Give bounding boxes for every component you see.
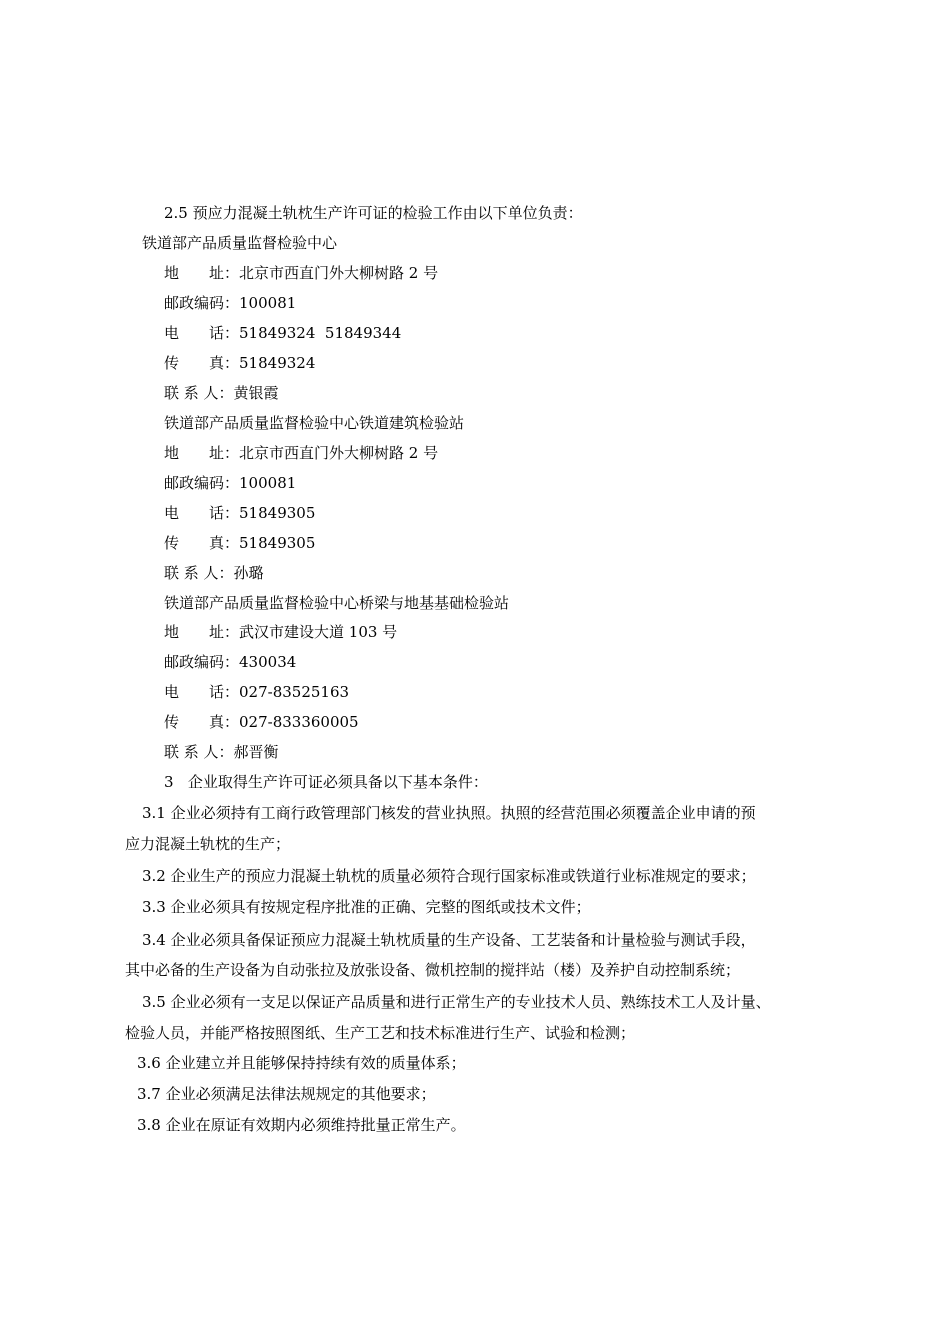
address-label: 地 址： — [164, 444, 240, 462]
org2-contact — [164, 563, 264, 583]
address-value: 北京市西直门外大柳树路 2 号 — [239, 264, 439, 282]
org2-address — [164, 443, 438, 463]
org3-address — [164, 622, 397, 642]
postcode-value: 100081 — [239, 294, 297, 312]
clause-3-4-line1: 3.4 企业必须具备保证预应力混凝土轨枕质量的生产设备、工艺装备和计量检验与测试手段， — [142, 931, 756, 949]
postcode-value: 430034 — [239, 653, 297, 671]
phone-label: 电 话： — [164, 504, 240, 522]
org3-contact — [164, 742, 279, 762]
clause-3-4-line2: 其中必备的生产设备为自动张拉及放张设备、微机控制的搅拌站（楼）及养护自动控制系统； — [125, 961, 741, 979]
address-label: 地 址： — [164, 264, 240, 282]
org3-name: 铁道部产品质量监督检验中心桥梁与地基基础检验站 — [164, 594, 510, 612]
clause-3-5-line1: 3.5 企业必须有一支足以保证产品质量和进行正常生产的专业技术人员、熟练技术工人及计量、 — [142, 993, 771, 1011]
clause-3-7: 3.7 企业必须满足法律法规规定的其他要求； — [137, 1085, 436, 1103]
fax-label: 传 真： — [164, 713, 240, 731]
org1-name: 铁道部产品质量监督检验中心 — [142, 234, 338, 252]
org1-address — [164, 263, 438, 283]
phone-value: 51849324 51849344 — [239, 324, 402, 342]
clause-3-6: 3.6 企业建立并且能够保持持续有效的质量体系； — [137, 1054, 466, 1072]
contact-value: 黄银霞 — [233, 384, 279, 402]
section3-heading: 3 企业取得生产许可证必须具备以下基本条件： — [164, 773, 488, 791]
org3-fax — [164, 712, 359, 732]
org1-postcode — [164, 293, 296, 313]
fax-label: 传 真： — [164, 534, 240, 552]
org3-phone — [164, 682, 349, 702]
clause-3-8: 3.8 企业在原证有效期内必须维持批量正常生产。 — [137, 1116, 466, 1134]
postcode-label: 邮政编码： — [164, 653, 240, 671]
org2-name: 铁道部产品质量监督检验中心铁道建筑检验站 — [164, 414, 465, 432]
postcode-value: 100081 — [239, 474, 297, 492]
org3-postcode — [164, 652, 296, 672]
phone-value: 51849305 — [239, 504, 316, 522]
postcode-label: 邮政编码： — [164, 474, 240, 492]
clause-3-1-line1: 3.1 企业必须持有工商行政管理部门核发的营业执照。执照的经营范围必须覆盖企业申请的预 — [142, 804, 756, 822]
phone-label: 电 话： — [164, 324, 240, 342]
clause-3-2: 3.2 企业生产的预应力混凝土轨枕的质量必须符合现行国家标准或铁道行业标准规定的要求； — [142, 867, 756, 885]
org1-fax — [164, 353, 315, 373]
fax-label: 传 真： — [164, 354, 240, 372]
org2-phone — [164, 503, 315, 523]
fax-value: 027-833360005 — [239, 713, 359, 731]
contact-value: 孙璐 — [233, 564, 264, 582]
clause-3-5-line2: 检验人员，并能严格按照图纸、生产工艺和技术标准进行生产、试验和检测； — [125, 1024, 636, 1042]
contact-label: 联 系 人： — [164, 384, 234, 402]
org1-phone — [164, 323, 401, 343]
contact-label: 联 系 人： — [164, 564, 234, 582]
fax-value: 51849305 — [239, 534, 316, 552]
clause-3-3: 3.3 企业必须具有按规定程序批准的正确、完整的图纸或技术文件； — [142, 898, 591, 916]
clause-3-1-line2: 应力混凝土轨枕的生产； — [125, 835, 291, 853]
org2-postcode — [164, 473, 296, 493]
address-value: 武汉市建设大道 103 号 — [239, 623, 398, 641]
contact-value: 郝晋衡 — [233, 743, 279, 761]
contact-label: 联 系 人： — [164, 743, 234, 761]
phone-value: 027-83525163 — [239, 683, 350, 701]
address-label: 地 址： — [164, 623, 240, 641]
postcode-label: 邮政编码： — [164, 294, 240, 312]
address-value: 北京市西直门外大柳树路 2 号 — [239, 444, 439, 462]
fax-value: 51849324 — [239, 354, 316, 372]
phone-label: 电 话： — [164, 683, 240, 701]
intro-line: 2.5 预应力混凝土轨枕生产许可证的检验工作由以下单位负责： — [164, 204, 583, 222]
org1-contact — [164, 383, 279, 403]
org2-fax — [164, 533, 315, 553]
